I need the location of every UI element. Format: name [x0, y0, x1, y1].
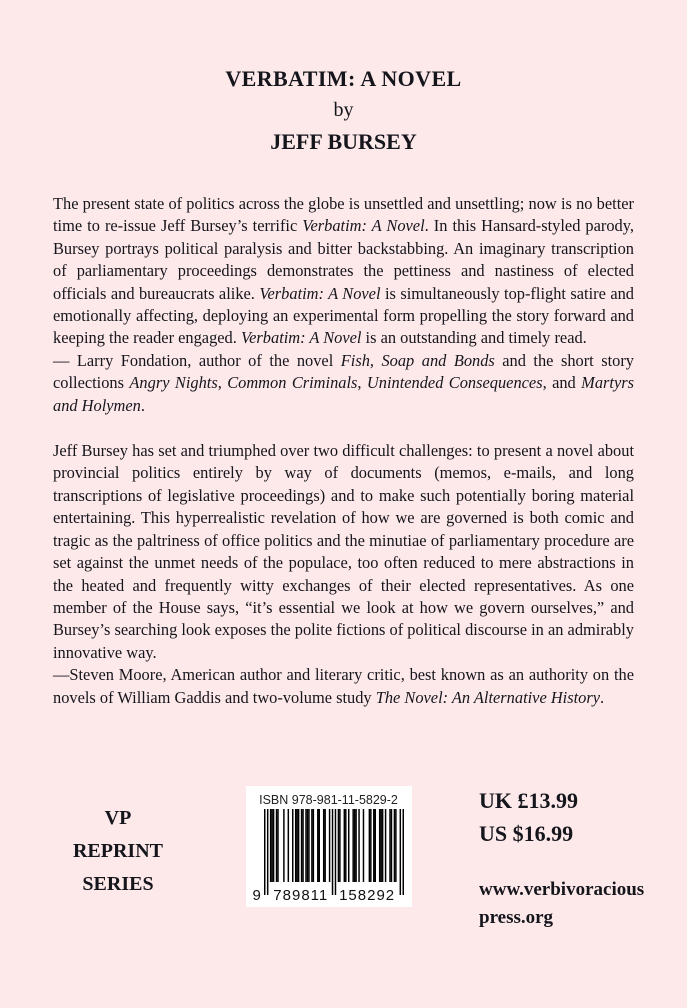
- title-block: [0, 0, 687, 155]
- barcode-digit-group-1: 789811: [273, 887, 329, 904]
- barcode-digit-group-2: 158292: [339, 887, 396, 904]
- series-line-reprint: REPRINT: [72, 840, 163, 862]
- price-website-block: [479, 784, 645, 932]
- blurb-moore: Jeff Bursey has set and triumphed over two difficult challenges: to present a novel about provincial politics entirely by way of documents (memos, e-mails, and long transcriptions of legislative proceedings) and to make such potentially boring material entertaining. This hyperrealistic revelation of how we are governed is both comic and tragic as the paltriness of office politics and the minutiae of parliamentary procedure are set against the unmet needs of the populace, too often reduced to mere abstractions in the heated and frequently witty exchanges of their elected representatives. As one member of the House says, “it’s essential we look at how we govern ourselves,” and Bursey’s searching look exposes the polite fictions of political discourse in an admirably innovative way.: [53, 441, 634, 662]
- website-line-1: www.verbivoracious: [479, 879, 645, 900]
- barcode-bars: [252, 809, 404, 904]
- book-title: VERBATIM: A NOVEL: [225, 66, 462, 91]
- bottom-row: [0, 778, 687, 932]
- attribution-moore: —Steven Moore, American author and literary critic, best known as an authority on the novels of William Gaddis and two-volume study The Novel: An Alternative History.: [53, 665, 634, 707]
- series-line-series: SERIES: [82, 873, 154, 895]
- series-block: [58, 802, 178, 901]
- blurb-fondation: The present state of politics across the globe is unsettled and unsettling; now is no better time to re-issue Jeff Bursey’s terrific Verbatim: A Novel. In this Hansard-styled parody, Bursey portrays political paralysis and bitter backstabbing. An imaginary transcription of parliamentary proceedings demonstrates the pettiness and nastiness of elected officials and bureaucrats alike. Verbatim: A Novel is simultaneously top-flight satire and emotionally affecting, deploying an experimental form propelling the story forward and keeping the reader engaged. Verbatim: A Novel is an outstanding and timely read.: [53, 194, 634, 348]
- isbn-label: ISBN 978-981-11-5829-2: [259, 793, 398, 807]
- publisher-website: [479, 876, 645, 932]
- price-uk: UK £13.99: [479, 788, 578, 813]
- attribution-fondation: — Larry Fondation, author of the novel Fish, Soap and Bonds and the short story collections Angry Nights, Common Criminals, Unintended Consequences, and Martyrs and Holymen.: [53, 350, 634, 415]
- series-line-vp: VP: [104, 807, 132, 829]
- price-us: US $16.99: [479, 821, 574, 846]
- blurb-section: [53, 193, 634, 709]
- barcode-panel: [246, 786, 412, 907]
- barcode-digits: [252, 887, 404, 904]
- author-name: JEFF BURSEY: [270, 129, 417, 154]
- barcode-digit-lead: 9: [252, 887, 261, 904]
- byline: by: [333, 99, 354, 121]
- website-line-2: press.org: [479, 907, 554, 928]
